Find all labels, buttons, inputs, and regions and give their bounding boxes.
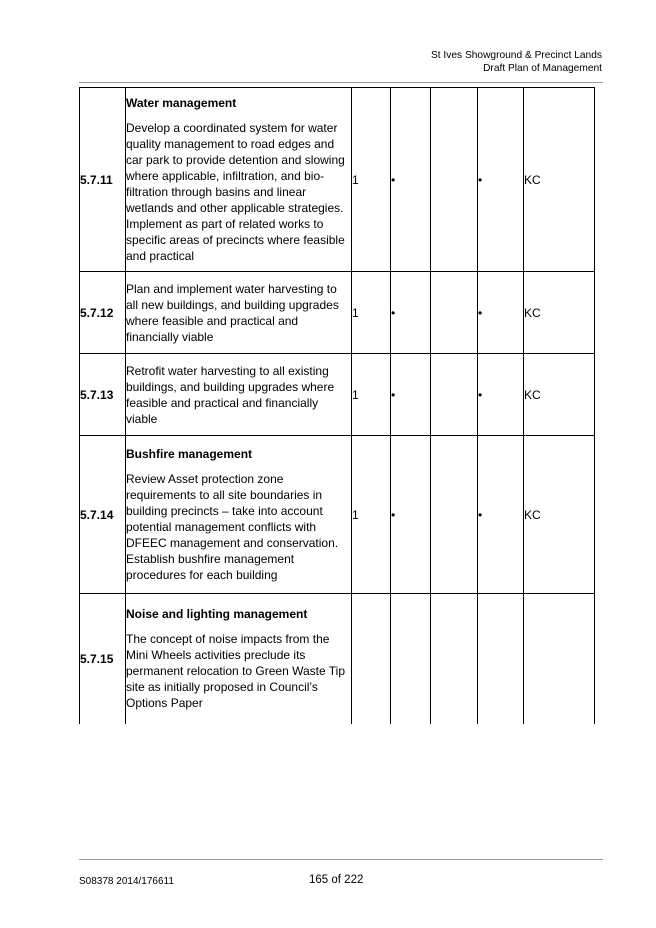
bullet-cell-3: • bbox=[478, 436, 524, 594]
bullet-cell-1: • bbox=[391, 272, 431, 354]
priority-cell: 1 bbox=[352, 354, 391, 436]
priority-cell bbox=[352, 594, 391, 724]
action-description bbox=[126, 354, 352, 436]
header-subtitle: Draft Plan of Management bbox=[483, 63, 602, 74]
bullet-cell-2 bbox=[431, 354, 478, 436]
bullet-cell-1 bbox=[391, 594, 431, 724]
action-description bbox=[126, 272, 352, 354]
bullet-cell-2 bbox=[431, 88, 478, 272]
action-text: Plan and implement water harvesting to all new buildings, and building upgrades where feasible and practical and financially viable bbox=[126, 281, 339, 344]
action-text: Develop a coordinated system for water quality management to road edges and car park to provide detention and slowing where applicable, infiltration, and bio-filtration through basins and linear wetlands and other applicable strategies. Implement as part of related works to specific areas of precincts where feasible and practical bbox=[126, 121, 345, 263]
action-description bbox=[126, 436, 352, 594]
document-reference: S08378 2014/176611 bbox=[79, 876, 174, 887]
action-description bbox=[126, 594, 352, 724]
page-number: 165 of 222 bbox=[309, 874, 364, 886]
bullet-cell-3 bbox=[478, 594, 524, 724]
bullet-cell-1: • bbox=[391, 354, 431, 436]
responsibility-cell bbox=[524, 594, 595, 724]
responsibility-cell: KC bbox=[524, 272, 595, 354]
bullet-cell-1: • bbox=[391, 436, 431, 594]
header-title: St Ives Showground & Precinct Lands bbox=[430, 50, 602, 61]
action-title: Bushfire management bbox=[126, 447, 253, 461]
priority-cell: 1 bbox=[352, 436, 391, 594]
action-number: 5.7.11 bbox=[80, 88, 126, 272]
action-text: Review Asset protection zone requirements to all site boundaries in building precincts – take into account potential management conflicts with DFEEC management and conservation. Establish bushfire management procedures for each building bbox=[126, 472, 339, 582]
action-description bbox=[126, 88, 352, 272]
bullet-cell-2 bbox=[431, 436, 478, 594]
bullet-cell-3: • bbox=[478, 272, 524, 354]
action-number: 5.7.14 bbox=[80, 436, 126, 594]
bullet-cell-2 bbox=[431, 594, 478, 724]
page-header bbox=[431, 49, 602, 75]
bullet-cell-3: • bbox=[478, 88, 524, 272]
table-row bbox=[80, 594, 595, 724]
action-number: 5.7.15 bbox=[80, 594, 126, 724]
table-row bbox=[80, 272, 595, 354]
bullet-cell-1: • bbox=[391, 88, 431, 272]
action-table bbox=[79, 87, 595, 724]
responsibility-cell: KC bbox=[524, 354, 595, 436]
footer-divider bbox=[79, 859, 603, 860]
table-row bbox=[80, 88, 595, 272]
action-number: 5.7.12 bbox=[80, 272, 126, 354]
bullet-cell-3: • bbox=[478, 354, 524, 436]
bullet-cell-2 bbox=[431, 272, 478, 354]
table-row bbox=[80, 354, 595, 436]
action-number: 5.7.13 bbox=[80, 354, 126, 436]
responsibility-cell: KC bbox=[524, 88, 595, 272]
responsibility-cell: KC bbox=[524, 436, 595, 594]
action-title: Noise and lighting management bbox=[126, 607, 308, 622]
table-row bbox=[80, 436, 595, 594]
action-text: The concept of noise impacts from the Mini Wheels activities preclude its permanent relocation to Green Waste Tip site as initially proposed in Council’s Options Paper bbox=[126, 632, 345, 711]
header-divider bbox=[79, 82, 603, 83]
action-text: Retrofit water harvesting to all existing buildings, and building upgrades where feasible and practical and financially viable bbox=[126, 363, 335, 426]
priority-cell: 1 bbox=[352, 88, 391, 272]
priority-cell: 1 bbox=[352, 272, 391, 354]
action-title: Water management bbox=[126, 96, 237, 110]
